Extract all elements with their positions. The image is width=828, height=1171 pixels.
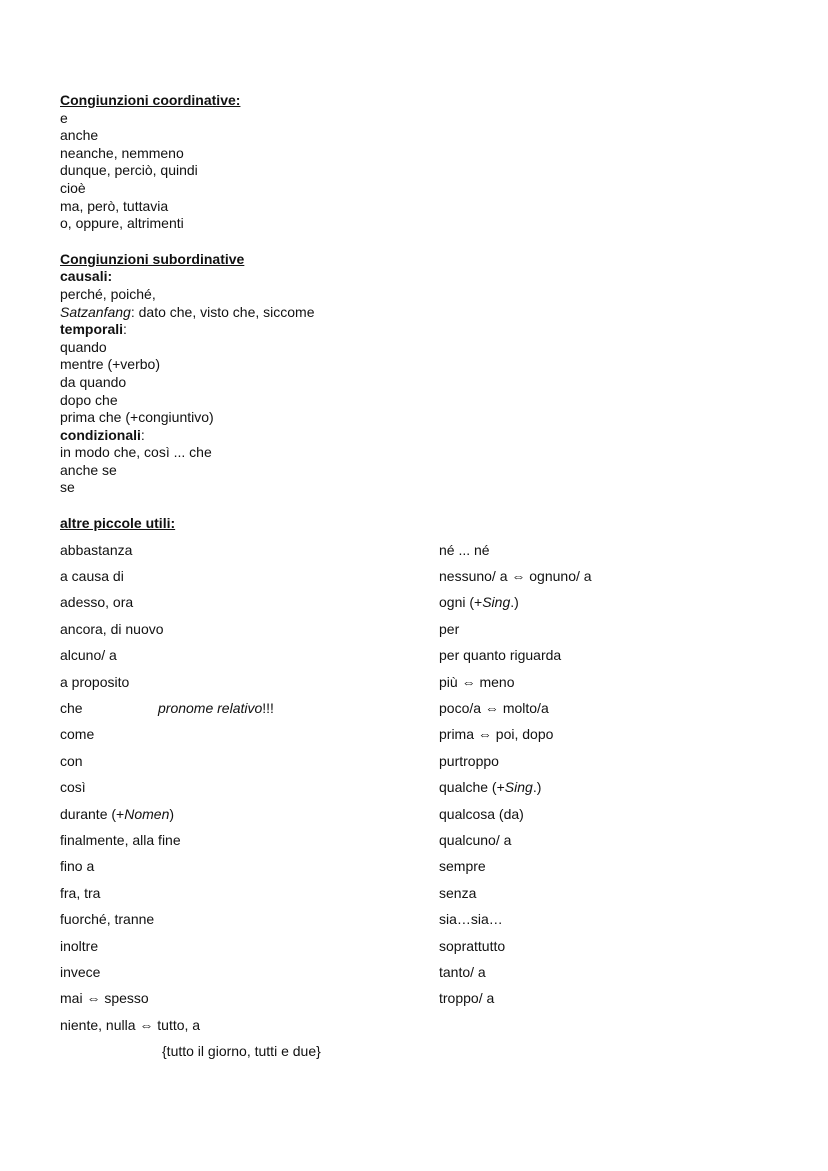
durante-italic: Nomen — [124, 805, 170, 822]
temporali-line — [60, 321, 780, 339]
subordinative-heading: Congiunzioni subordinative — [60, 250, 245, 267]
list-item: nessuno/ a ⇔ ognuno/ a — [439, 568, 592, 585]
durante-pre: durante (+ — [60, 805, 125, 822]
list-item: qualcosa (da) — [439, 805, 524, 822]
section-gap — [60, 497, 780, 515]
ogni-italic: Sing — [482, 594, 511, 611]
altre-heading: altre piccole utili: — [60, 515, 176, 532]
list-item: ancora, di nuovo — [60, 620, 164, 637]
list-item: sia…sia… — [439, 911, 503, 928]
durante-post: ) — [169, 805, 175, 822]
list-item: niente, nulla ⇔ tutto, a — [60, 1016, 201, 1033]
list-item: fra, tra — [60, 884, 101, 901]
list-item: senza — [439, 884, 477, 901]
condizionali-label: condizionali — [60, 426, 141, 443]
condizionali-colon: : — [140, 426, 145, 443]
temporali-item: da quando — [60, 373, 127, 390]
list-item: finalmente, alla fine — [60, 831, 181, 848]
coordinative-heading: Congiunzioni coordinative: — [60, 92, 241, 108]
che-note-excl: !!! — [262, 700, 274, 716]
list-item: poco/a ⇔ molto/a — [439, 700, 549, 716]
list-item: a causa di — [60, 568, 124, 585]
che-word: che — [60, 700, 83, 716]
qualche-pre: qualche (+ — [439, 779, 505, 796]
list-item: come — [60, 726, 95, 743]
qualche-post: .) — [532, 779, 542, 796]
section-gap — [60, 233, 780, 251]
list-item: soprattutto — [439, 937, 506, 954]
causali-label: causali: — [60, 268, 113, 285]
list-item: alcuno/ a — [60, 647, 117, 664]
list-item: a proposito — [60, 673, 130, 690]
left-word-column — [60, 537, 420, 1065]
document-page — [60, 92, 780, 1097]
temporali-label: temporali — [60, 321, 124, 338]
list-item: purtroppo — [439, 752, 499, 769]
condizionali-line — [60, 427, 780, 445]
list-item: con — [60, 752, 83, 769]
list-item-example: {tutto il giorno, tutti e due} — [162, 1043, 321, 1060]
list-item: inoltre — [60, 937, 99, 954]
coordinative-item: o, oppure, altrimenti — [60, 215, 184, 232]
list-item: per — [439, 620, 460, 637]
list-item: tanto/ a — [439, 963, 486, 980]
list-item: mai ⇔ spesso — [60, 990, 149, 1007]
temporali-item: dopo che — [60, 391, 118, 408]
temporali-item: quando — [60, 338, 107, 355]
list-item: qualcuno/ a — [439, 831, 512, 848]
coordinative-item: e — [60, 109, 68, 126]
list-item-che — [60, 695, 420, 721]
condizionali-item: in modo che, così ... che — [60, 444, 212, 461]
che-note — [158, 695, 274, 721]
coordinative-item: ma, però, tuttavia — [60, 197, 169, 214]
temporali-item: prima che (+congiuntivo) — [60, 409, 214, 426]
list-item-durante — [60, 801, 420, 827]
coordinative-item: cioè — [60, 179, 86, 196]
right-word-column — [439, 537, 779, 1012]
list-item: né ... né — [439, 541, 490, 558]
word-list-columns — [60, 537, 780, 1097]
list-item: adesso, ora — [60, 594, 134, 611]
ogni-pre: ogni (+ — [439, 594, 483, 611]
satzanfang-text: : dato che, visto che, siccome — [130, 303, 315, 320]
qualche-italic: Sing — [504, 779, 533, 796]
list-item-qualche — [439, 774, 779, 800]
che-note-italic: pronome relativo — [158, 700, 263, 716]
causali-item: perché, poiché, — [60, 285, 156, 302]
list-item: sempre — [439, 858, 486, 875]
coordinative-item: anche — [60, 127, 99, 144]
condizionali-item: anche se — [60, 461, 117, 478]
list-item: così — [60, 779, 86, 796]
list-item: abbastanza — [60, 541, 133, 558]
satzanfang-label: Satzanfang — [60, 303, 131, 320]
ogni-post: .) — [510, 594, 519, 611]
coordinative-item: neanche, nemmeno — [60, 144, 184, 161]
coordinative-item: dunque, perciò, quindi — [60, 162, 198, 179]
list-item: fuorché, tranne — [60, 911, 155, 928]
list-item-ogni — [439, 589, 779, 615]
temporali-colon: : — [123, 321, 127, 338]
list-item: troppo/ a — [439, 990, 495, 1007]
satzanfang-line — [60, 304, 780, 322]
temporali-item: mentre (+verbo) — [60, 356, 160, 373]
list-item: più ⇔ meno — [439, 673, 515, 690]
list-item: per quanto riguarda — [439, 647, 562, 664]
list-item: invece — [60, 963, 101, 980]
list-item: prima ⇔ poi, dopo — [439, 726, 554, 743]
list-item: fino a — [60, 858, 95, 875]
condizionali-item: se — [60, 479, 75, 496]
